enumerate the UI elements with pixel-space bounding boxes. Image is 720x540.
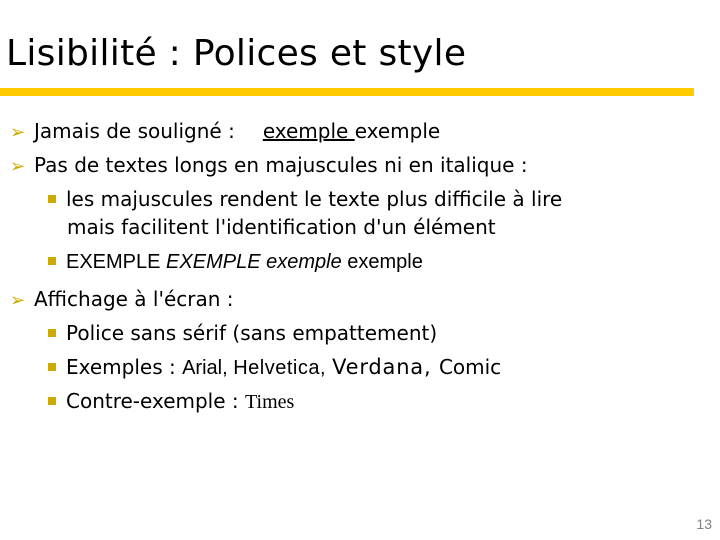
bullet-underline xyxy=(10,118,440,146)
plain-example: exemple xyxy=(347,251,423,273)
bullet-text: Affichage à l'écran : xyxy=(34,287,234,311)
caps-italic-example: EXEMPLE xyxy=(166,251,267,273)
subbullet-text: Contre-exemple : xyxy=(66,389,245,413)
bullet-text: Jamais de souligné : xyxy=(34,119,235,143)
subbullet-text: les majuscules rendent le texte plus difficile à lire xyxy=(66,187,563,211)
font-example-comic: Comic xyxy=(438,355,502,379)
font-example-times: Times xyxy=(245,391,295,413)
font-example-arial: Arial, xyxy=(182,357,234,379)
caps-example: EXEMPLE xyxy=(66,251,167,273)
subbullet-sans-serif xyxy=(46,320,437,346)
subbullet-text: Exemples : xyxy=(66,355,183,379)
slide-title: Lisibilité : Polices et style xyxy=(6,33,467,74)
plain-example: exemple xyxy=(354,119,441,143)
page-number: 13 xyxy=(696,516,712,532)
subbullet-font-examples xyxy=(46,354,501,381)
square-bullet-icon xyxy=(48,329,56,337)
square-bullet-icon xyxy=(48,257,56,265)
square-bullet-icon xyxy=(48,397,56,405)
subbullet-style-examples xyxy=(46,248,423,275)
arrow-bullet-icon: ➢ xyxy=(10,290,26,311)
arrow-bullet-icon: ➢ xyxy=(10,122,26,143)
font-example-verdana: Verdana, xyxy=(332,355,439,379)
subbullet-counter-example xyxy=(46,388,294,415)
bullet-capitals-italic xyxy=(10,152,528,180)
title-divider xyxy=(0,88,694,96)
subbullet-text: mais facilitent l'identification d'un élément xyxy=(67,215,496,239)
square-bullet-icon xyxy=(48,363,56,371)
bullet-text: Pas de textes longs en majuscules ni en italique : xyxy=(34,153,528,177)
font-example-helvetica: Helvetica, xyxy=(233,357,333,379)
bullet-screen-display xyxy=(10,286,234,314)
subbullet-text: Police sans sérif (sans empattement) xyxy=(66,321,438,345)
italic-example: exemple xyxy=(266,251,348,273)
underlined-example: exemple xyxy=(262,119,355,143)
subbullet-continuation xyxy=(67,214,496,240)
square-bullet-icon xyxy=(48,195,56,203)
subbullet-capitals-difficulty xyxy=(46,186,562,212)
arrow-bullet-icon: ➢ xyxy=(10,156,26,177)
